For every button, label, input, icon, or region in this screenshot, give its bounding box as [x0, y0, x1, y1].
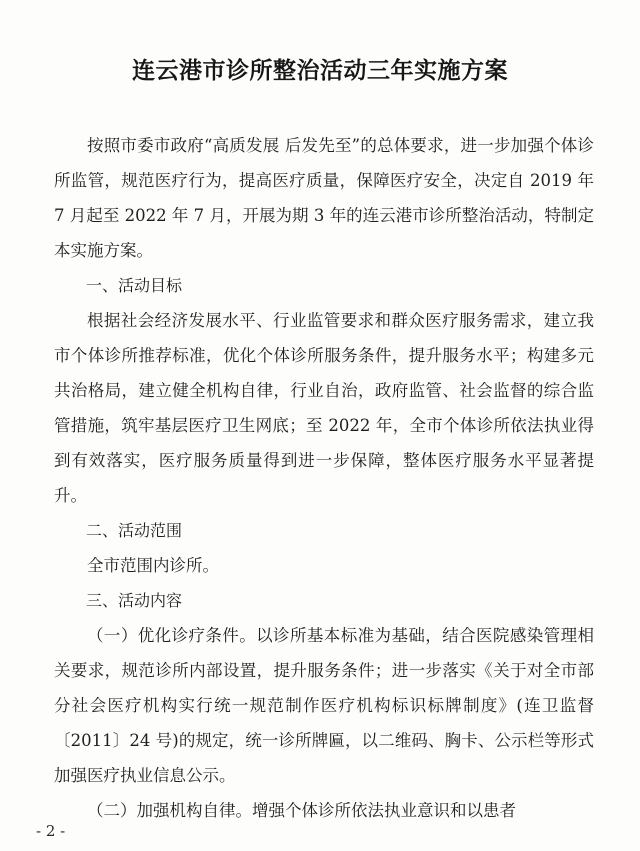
section-heading-scope: 二、活动范围	[86, 521, 183, 540]
page-number: - 2 -	[36, 822, 66, 840]
intro-paragraph: 按照市委市政府“高质发展 后发先至”的总体要求，进一步加强个体诊所监管，规范医疗行为，提高医疗质量，保障医疗安全，决定自 2019 年 7 月起至 2022 年 7 月，开展为期 3 年的连云港市诊所整治活动，特制定本实施方案。	[54, 136, 594, 260]
document-title: 连云港市诊所整治活动三年实施方案	[132, 58, 508, 84]
content-item-2-paragraph: （二）加强机构自律。增强个体诊所依法执业意识和以患者	[87, 801, 516, 820]
goals-paragraph: 根据社会经济发展水平、行业监管要求和群众医疗服务需求，建立我市个体诊所推荐标准，优化个体诊所服务条件，提升服务水平；构建多元共治格局，建立健全机构自律，行业自治，政府监管、社会监督的综合监管措施，筑牢基层医疗卫生网底；至 2022 年，全市个体诊所依法执业得到有效落实，医疗服务质量得到进一步保障，整体医疗服务水平显著提升。	[54, 311, 594, 505]
content-item-1-paragraph: （一）优化诊疗条件。以诊所基本标准为基础，结合医院感染管理相关要求，规范诊所内部设置，提升服务条件；进一步落实《关于对全市部分社会医疗机构实行统一规范制作医疗机构标识标牌制度》(连卫监督〔2011〕24 号)的规定，统一诊所牌匾，以二维码、胸卡、公示栏等形式加强医疗执业信息公示。	[54, 626, 594, 785]
document-body	[54, 128, 594, 828]
section-heading-goals: 一、活动目标	[86, 276, 183, 295]
scope-paragraph: 全市范围内诊所。	[87, 556, 219, 575]
section-heading-content: 三、活动内容	[86, 591, 183, 610]
